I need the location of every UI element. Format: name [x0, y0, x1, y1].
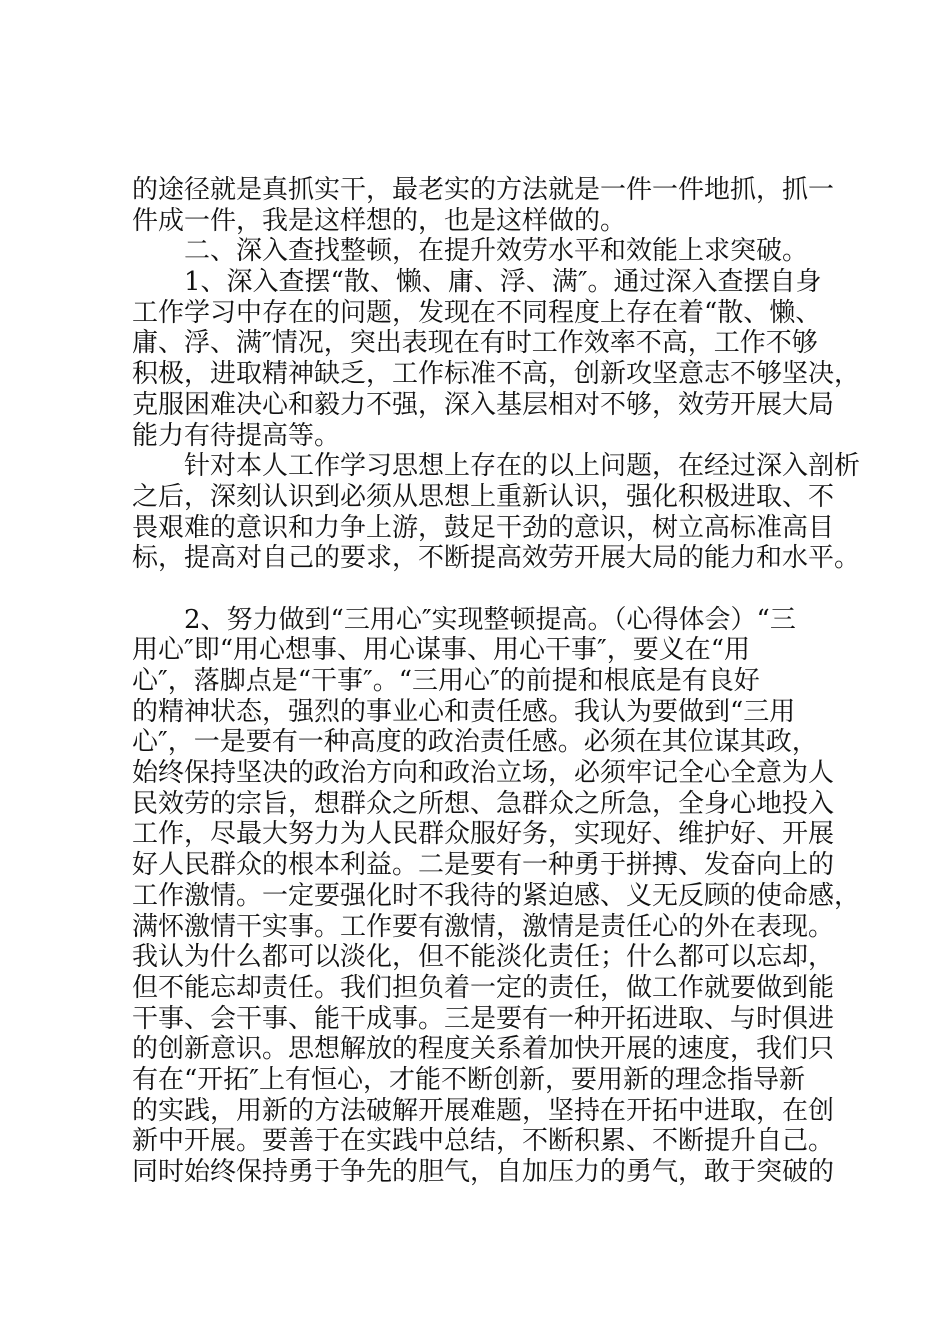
paragraph-item-two — [132, 604, 861, 1188]
text-line: 好人民群众的根本利益。二是要有一种勇于拼搏、发奋向上的 — [132, 850, 835, 881]
text-line: 件成一件，我是这样想的，也是这样做的。 — [132, 205, 627, 236]
text-line: 心″，落脚点是“干事″。“三用心″的前提和根底是有良好 — [132, 666, 760, 696]
text-line: 2、努力做到“三用心″实现整顿提高。（心得体会）“三 — [132, 604, 796, 635]
paragraph-continuation — [132, 175, 852, 236]
document-body — [132, 175, 861, 1188]
paragraph-section-two — [132, 236, 852, 267]
text-line: 积极，进取精神缺乏，工作标准不高，创新攻坚意志不够坚决， — [132, 359, 861, 390]
text-line: 的精神状态，强烈的事业心和责任感。我认为要做到“三用 — [132, 696, 796, 727]
text-line: 标，提高对自己的要求，不断提高效劳开展大局的能力和水平。 — [132, 543, 861, 574]
text-line: 的实践，用新的方法破解开展难题，坚持在开拓中进取，在创 — [132, 1095, 835, 1126]
text-line: 庸、浮、满″情况，突出表现在有时工作效率不高，工作不够 — [132, 328, 818, 359]
text-line: 用心″即“用心想事、用心谋事、用心干事″，要义在“用 — [132, 635, 751, 666]
text-line: 工作激情。一定要强化时不我待的紧迫感、义无反顾的使命感， — [132, 880, 861, 911]
text-line: 但不能忘却责任。我们担负着一定的责任，做工作就要做到能 — [132, 972, 835, 1003]
text-line: 心″，一是要有一种高度的政治责任感。必须在其位谋其政， — [132, 727, 818, 758]
paragraph-response — [132, 451, 861, 574]
text-line: 新中开展。要善于在实践中总结，不断积累、不断提升自己。 — [132, 1126, 835, 1157]
text-line: 的创新意识。思想解放的程度关系着加快开展的速度，我们只 — [132, 1034, 835, 1065]
text-line: 我认为什么都可以淡化，但不能淡化责任；什么都可以忘却， — [132, 942, 835, 973]
paragraph-item-one — [132, 267, 861, 451]
text-line: 民效劳的宗旨，想群众之所想、急群众之所急，全身心地投入 — [132, 788, 835, 819]
text-line: 有在“开拓″上有恒心，才能不断创新，要用新的理念指导新 — [132, 1064, 806, 1095]
text-line: 二、深入查找整顿，在提升效劳水平和效能上求突破。 — [132, 236, 809, 267]
text-line: 工作学习中存在的问题，发现在不同程度上存在着“散、懒、 — [132, 297, 822, 328]
text-line: 克服困难决心和毅力不强，深入基层相对不够，效劳开展大局 — [132, 389, 835, 420]
paragraph-gap — [132, 574, 852, 605]
text-line: 同时始终保持勇于争先的胆气，自加压力的勇气，敢于突破的 — [132, 1157, 835, 1187]
text-line: 1、深入查摆“散、懒、庸、浮、满″。通过深入查摆自身 — [132, 267, 822, 298]
text-line: 干事、会干事、能干成事。三是要有一种开拓进取、与时俱进 — [132, 1003, 835, 1034]
text-line: 满怀激情干实事。工作要有激情，激情是责任心的外在表现。 — [132, 911, 835, 942]
text-line: 畏艰难的意识和力争上游，鼓足干劲的意识，树立高标准高目 — [132, 512, 835, 543]
text-line: 工作，尽最大努力为人民群众服好务，实现好、维护好、开展 — [132, 819, 835, 850]
text-line: 能力有待提高等。 — [132, 420, 341, 451]
text-line: 之后，深刻认识到必须从思想上重新认识，强化积极进取、不 — [132, 481, 835, 512]
text-line: 的途径就是真抓实干，最老实的方法就是一件一件地抓，抓一 — [132, 175, 835, 205]
text-line: 始终保持坚决的政治方向和政治立场，必须牢记全心全意为人 — [132, 758, 835, 789]
text-line: 针对本人工作学习思想上存在的以上问题，在经过深入剖析 — [132, 451, 861, 482]
